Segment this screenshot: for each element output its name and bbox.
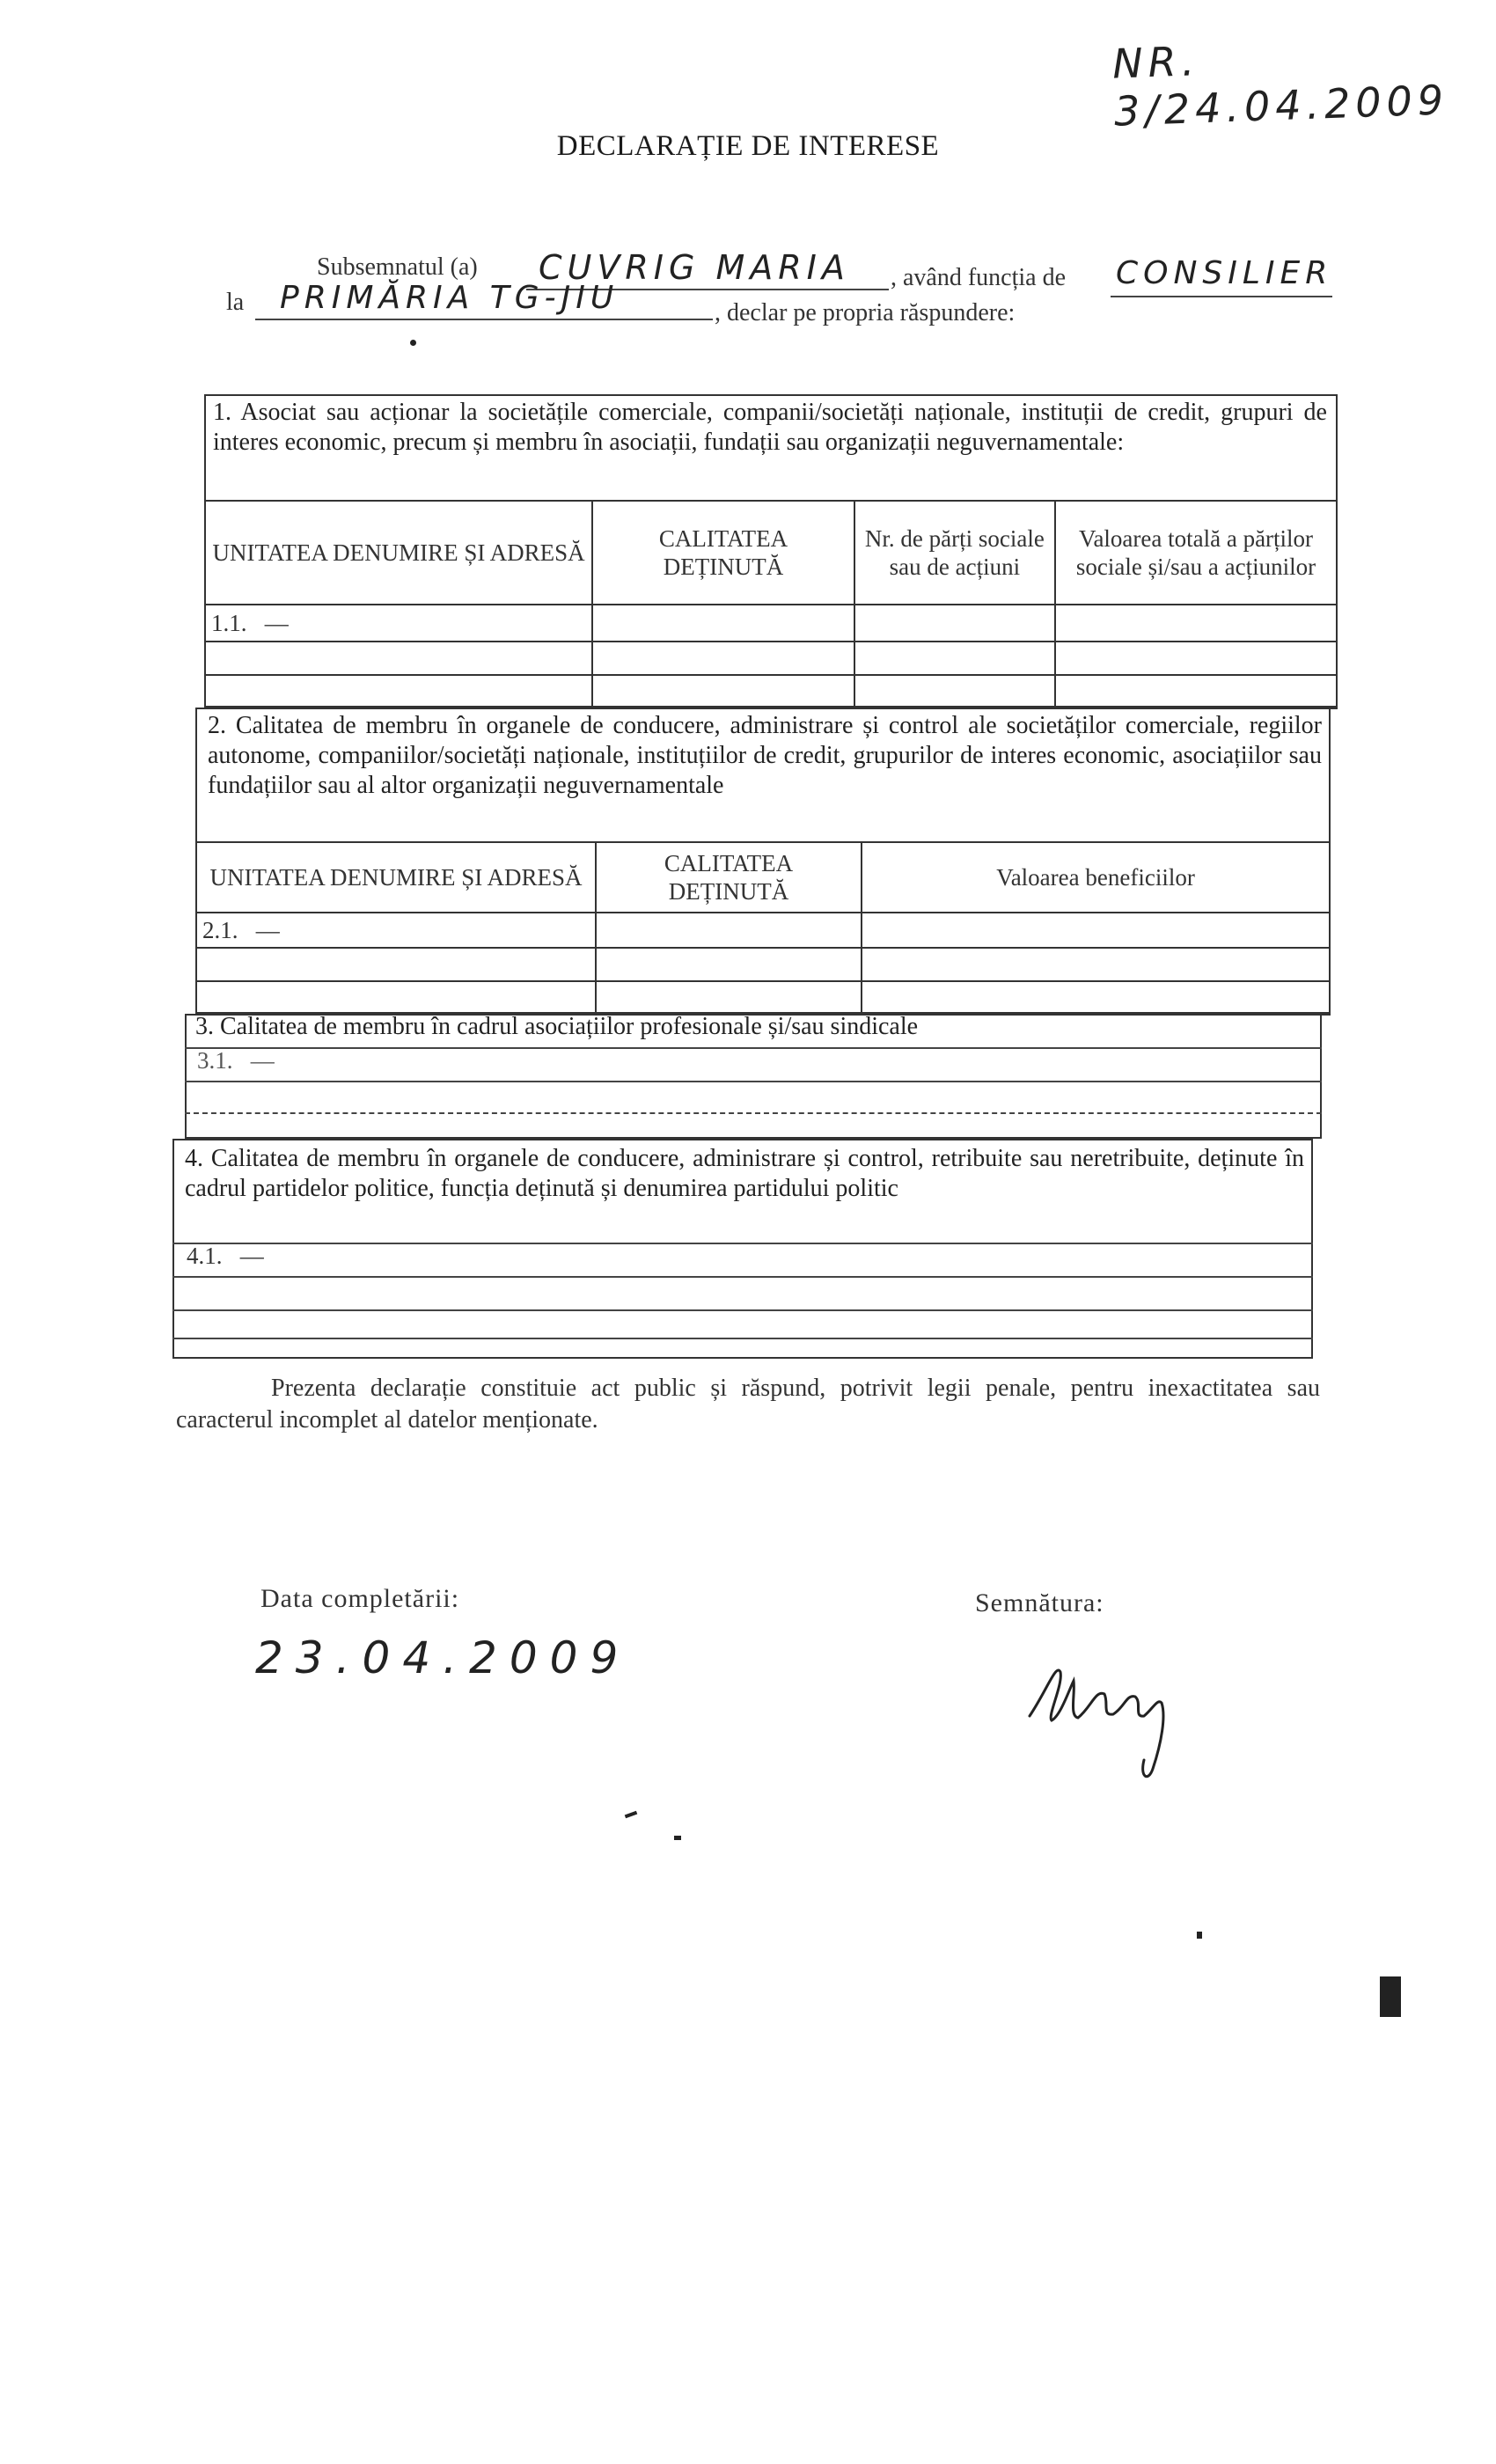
- legal-statement: Prezenta declarație constituie act public și răspund, potrivit legii penale, pentru inexactitatea sau caracterul incomplet al datelor menționate.: [176, 1375, 1320, 1434]
- s3-rule: [185, 1081, 1322, 1082]
- s1-row-3-cell: [592, 675, 854, 708]
- section-1-heading: 1. Asociat sau acționar la societățile comerciale, companii/societăți naționale, instituții de credit, grupuri de interes economic, precum și membru în asociații, fundații sau organizații neguvernamentale:: [213, 399, 1327, 456]
- s1-col-nr-parti: Nr. de părți sociale sau de acțiuni: [854, 501, 1055, 605]
- declarant-institution: PRIMĂRIA TG-JIU: [280, 280, 620, 316]
- s3-rule: [185, 1112, 1322, 1114]
- s4-row-1-label: 4.1. —: [187, 1243, 264, 1269]
- s4-rule: [172, 1309, 1313, 1311]
- s2-row-2-cell: [596, 948, 862, 981]
- s2-row-3-cell: [862, 981, 1330, 1015]
- s1-row-1-label: 1.1. —: [205, 605, 592, 642]
- completion-date: 23.04.2009: [255, 1632, 631, 1683]
- institution-underline: [255, 319, 713, 320]
- s2-row-3-cell: [196, 981, 596, 1015]
- section-4-heading: 4. Calitatea de membru în organele de conducere, administrare și control, retribuite sau neretribuite, deținute în cadrul partidelor politice, funcția deținută și denumirea partidului politic: [185, 1145, 1304, 1202]
- signature-label: Semnătura:: [975, 1588, 1104, 1617]
- s4-rule: [172, 1276, 1313, 1278]
- section-2-table: [195, 841, 1331, 1016]
- s4-rule: [172, 1338, 1313, 1339]
- s1-row-1-cell: [854, 605, 1055, 642]
- declarant-function: CONSILIER: [1116, 255, 1333, 291]
- s1-row-3-cell: [205, 675, 592, 708]
- s1-row-2-cell: [1055, 642, 1337, 675]
- s2-col-calitatea: CALITATEA DEȚINUTĂ: [596, 842, 862, 913]
- s1-row-3-cell: [1055, 675, 1337, 708]
- s2-row-3-cell: [596, 981, 862, 1015]
- s1-col-valoarea: Valoarea totală a părților sociale și/sau a acțiunilor: [1055, 501, 1337, 605]
- s1-row-1-cell: [1055, 605, 1337, 642]
- s1-row-3-cell: [854, 675, 1055, 708]
- s2-row-1-cell: [862, 913, 1330, 948]
- la-label: la: [226, 289, 245, 316]
- scan-speck: [625, 1811, 638, 1819]
- s1-col-unitatea: UNITATEA DENUMIRE ȘI ADRESĂ: [205, 501, 592, 605]
- s3-row-1-label: 3.1. —: [197, 1047, 275, 1074]
- declarant-name: CUVRIG MARIA: [539, 248, 850, 287]
- function-underline: [1111, 296, 1332, 297]
- s1-row-1-cell: [592, 605, 854, 642]
- declar-label: , declar pe propria răspundere:: [715, 299, 1016, 326]
- s1-col-calitatea: CALITATEA DEȚINUTĂ: [592, 501, 854, 605]
- date-label: Data completării:: [260, 1584, 460, 1613]
- s1-row-2-cell: [592, 642, 854, 675]
- s2-row-1-label: 2.1. —: [196, 913, 596, 948]
- scan-mark: [1380, 1976, 1401, 2017]
- registration-number: NR. 3/24.04.2009: [1111, 37, 1449, 136]
- s2-col-unitatea: UNITATEA DENUMIRE ȘI ADRESĂ: [196, 842, 596, 913]
- section-1-table: [204, 500, 1338, 709]
- scan-speck: [410, 340, 416, 346]
- s3-rule: [185, 1047, 1322, 1049]
- subsemnatul-label: Subsemnatul (a): [317, 253, 478, 281]
- scan-speck: [1197, 1932, 1202, 1939]
- section-3-heading: 3. Calitatea de membru în cadrul asociațiilor profesionale și/sau sindicale: [195, 1013, 919, 1040]
- s4-rule: [172, 1243, 1313, 1244]
- s2-col-valoarea-beneficiilor: Valoarea beneficiilor: [862, 842, 1330, 913]
- scan-speck: [674, 1836, 681, 1840]
- s2-row-2-cell: [862, 948, 1330, 981]
- s1-row-2-cell: [205, 642, 592, 675]
- s2-row-1-cell: [596, 913, 862, 948]
- functia-label: , având funcția de: [891, 264, 1067, 291]
- document-title: DECLARAȚIE DE INTERESE: [556, 130, 940, 162]
- signature-mark: [1021, 1654, 1250, 1795]
- s2-row-2-cell: [196, 948, 596, 981]
- section-2-heading: 2. Calitatea de membru în organele de conducere, administrare și control ale societăților comerciale, regiilor autonome, companiilor/societăți naționale, instituțiilor de credit, grupurilor de interes economic, asociațiilor sau fundațiilor sau al altor organizații neguvernamentale: [208, 712, 1322, 799]
- s1-row-2-cell: [854, 642, 1055, 675]
